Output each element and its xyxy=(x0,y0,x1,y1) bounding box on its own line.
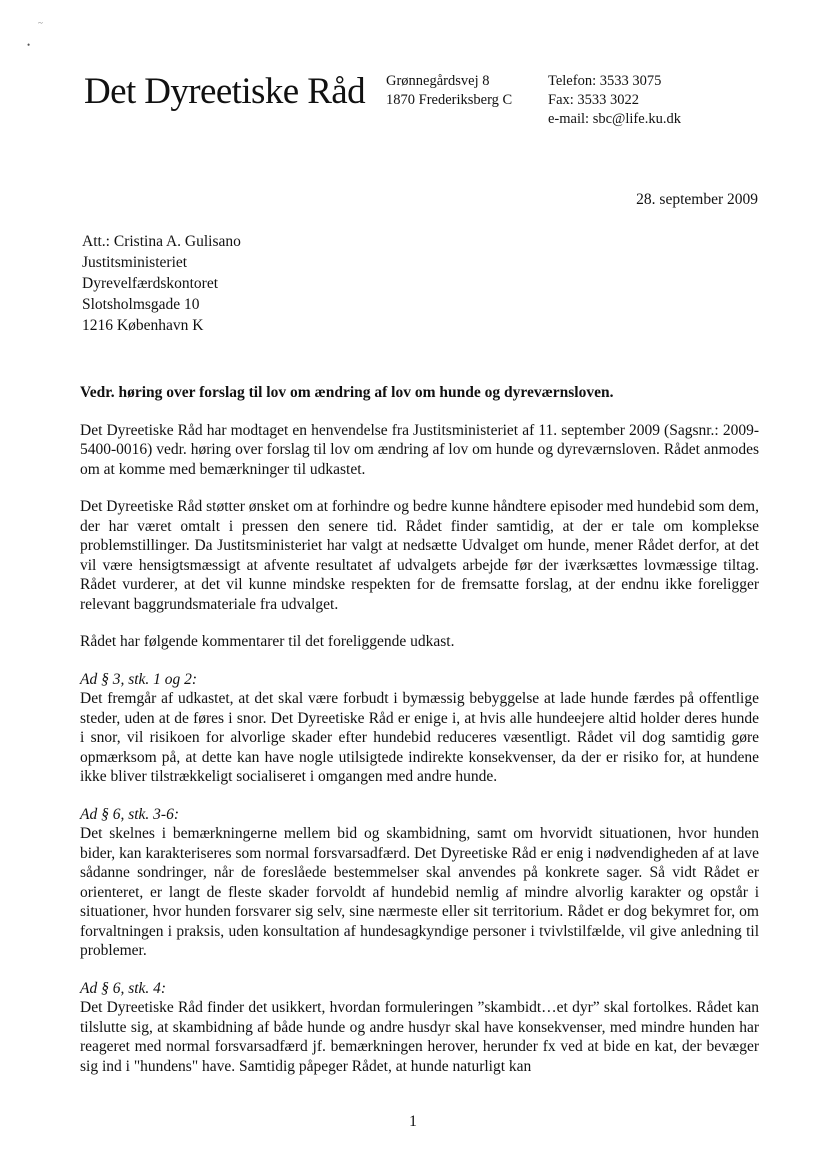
recipient-line: Dyrevelfærdskontoret xyxy=(82,275,219,292)
email-line: e-mail: sbc@life.ku.dk xyxy=(548,111,681,127)
organization-logo: Det Dyreetiske Råd xyxy=(84,71,365,112)
letterhead-address xyxy=(386,72,512,110)
letterhead-contact xyxy=(548,72,681,129)
section-6-4 xyxy=(80,979,759,1077)
scan-dot: • xyxy=(27,40,31,50)
section-text: Det Dyreetiske Råd finder det usikkert, hvordan formuleringen ”skambidt…et dyr” skal fortolkes. Rådet kan tilslutte sig, at skambidning af både hunde og andre husdyr skal have konsekvenser, med mindre hunden har reageret med normal forsvarsadfærd jf. bemærkningen herover, herunder fx ved at bide en kat, der bevæger sig ind i "hundens" have. Samtidig påpeger Rådet, at hunde naturligt kan xyxy=(80,999,759,1075)
letter-date: 28. september 2009 xyxy=(636,191,758,208)
body-paragraph: Det Dyreetiske Råd støtter ønsket om at forhindre og bedre kunne håndtere episoder med hundebid som dem, der har været omtalt i pressen den senere tid. Rådet finder samtidig, at der er tale om komplekse problemstillinger. Da Justitsministeriet har valgt at nedsætte Udvalget om hunde, mener Rådet derfor, at det vil være hensigtsmæssigt at afvente resultatet af udvalgets arbejde før der iværksættes lovmæssige tiltag. Rådet vurderer, at det vil kunne mindske respekten for de fremsatte forslag, at der endnu ikke foreligger relevant baggrundsmateriale fra udvalget. xyxy=(80,498,759,613)
recipient-line: Slotsholmsgade 10 xyxy=(82,296,200,313)
fax-line: Fax: 3533 3022 xyxy=(548,92,640,108)
section-text: Det skelnes i bemærkningerne mellem bid og skambidning, samt om hvorvidt situationen, hvor hunden bider, kan karakteriseres som normal forsvarsadfærd. Det Dyreetiske Råd er enig i nødvendigheden af at lave sådanne sondringer, når de foreslåede bestemmelser skal anvendes på konkrete sager. Så vidt Rådet er orienteret, er langt de fleste skader forvoldt af hundebid nemlig af mindre alvorlig karakter og opstår i situationer, hvor hunden forsvarer sig selv, sine nærmeste eller sit territorium. Rådet er dog bekymret for, om forvaltningen i praksis, uden konsultation af hundesagkyndige personer i tvivlstilfælde, vil give anledning til problemer. xyxy=(80,825,759,959)
address-line: 1870 Frederiksberg C xyxy=(386,92,513,108)
section-text: Det fremgår af udkastet, at det skal være forbudt i bymæssig bebyggelse at lade hunde færdes på offentlige steder, uden at de føres i snor. Det Dyreetiske Råd er enige i, at hvis alle hundeejere altid holder deres hunde i snor, vil risikoen for alvorlige skader efter hundebid reduceres væsentligt. Rådet vil dog samtidig gøre opmærksom på, at dette kan have nogle utilsigtede indirekte konsekvenser, da der er risiko for, at hundene ikke bliver tilstrækkeligt socialiseret i omgangen med andre hunde. xyxy=(80,690,759,785)
scan-mark: ~ xyxy=(38,18,43,28)
subject-line: Vedr. høring over forslag til lov om ændring af lov om hunde og dyreværnsloven. xyxy=(80,384,614,401)
section-3-1-2 xyxy=(80,670,759,787)
address-line: Grønnegårdsvej 8 xyxy=(386,73,490,89)
recipient-line: Att.: Cristina A. Gulisano xyxy=(82,233,241,250)
section-6-3-6 xyxy=(80,805,759,961)
section-heading: Ad § 6, stk. 3-6: xyxy=(80,805,180,823)
section-heading: Ad § 3, stk. 1 og 2: xyxy=(80,670,198,688)
recipient-line: Justitsministeriet xyxy=(82,254,188,271)
page-number: 1 xyxy=(409,1113,417,1130)
recipient-block xyxy=(82,231,241,336)
phone-line: Telefon: 3533 3075 xyxy=(548,73,662,89)
body-paragraph: Rådet har følgende kommentarer til det foreliggende udkast. xyxy=(80,633,455,650)
letter-body xyxy=(80,383,759,1094)
recipient-line: 1216 København K xyxy=(82,317,204,334)
section-heading: Ad § 6, stk. 4: xyxy=(80,979,167,997)
body-paragraph: Det Dyreetiske Råd har modtaget en henvendelse fra Justitsministeriet af 11. september 2009 (Sagsnr.: 2009-5400-0016) vedr. høring over forslag til lov om ændring af lov om hunde og dyreværnsloven. Rådet anmodes om at komme med bemærkninger til udkastet. xyxy=(80,421,759,478)
